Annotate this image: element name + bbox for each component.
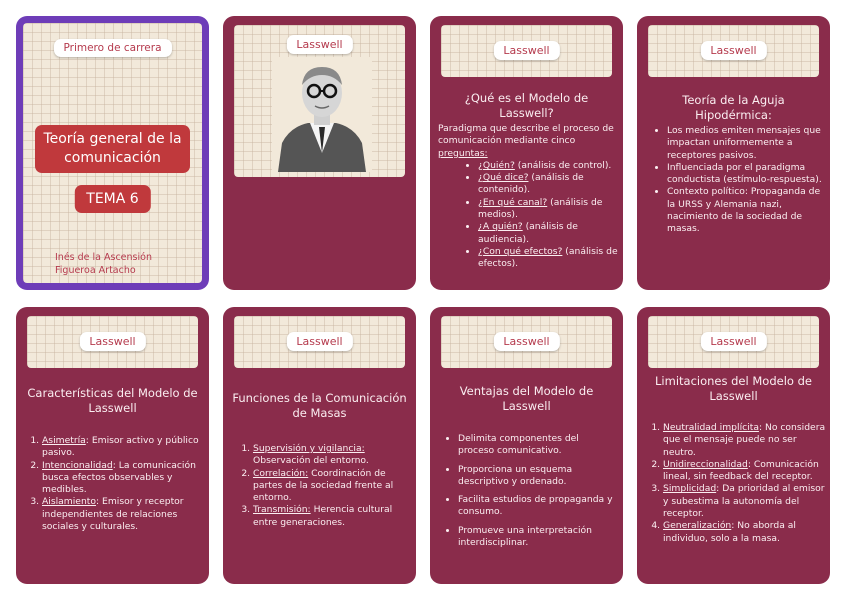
limitaciones-list xyxy=(649,422,826,545)
item-key: Correlación: xyxy=(253,467,309,479)
cover-card[interactable] xyxy=(16,16,209,290)
list-item: • Los medios emiten mensajes que impactan uniformemente a receptores pasivos. xyxy=(667,125,824,162)
item-desc: Observación del entorno. xyxy=(253,455,369,467)
funciones-body xyxy=(239,443,410,529)
limitaciones-body xyxy=(649,422,826,545)
item-key: Transmisión: xyxy=(253,504,311,516)
limitaciones-tag: Lasswell xyxy=(700,332,766,351)
limitaciones-panel xyxy=(648,316,819,368)
que-es-body xyxy=(438,123,619,271)
funciones-list xyxy=(239,443,410,529)
list-item xyxy=(478,221,619,246)
item-desc: : Emisor activo y público pasivo. xyxy=(42,435,199,459)
caracteristicas-tag: Lasswell xyxy=(79,332,145,351)
caracteristicas-body xyxy=(28,435,203,533)
item-key: Supervisión y vigilancia: xyxy=(253,443,365,454)
list-item xyxy=(478,246,619,271)
aguja-list xyxy=(653,125,824,236)
list-item xyxy=(42,435,203,460)
question: ¿En qué canal? xyxy=(478,196,548,208)
caracteristicas-panel xyxy=(27,316,198,368)
item-key: Generalización xyxy=(663,520,732,532)
question: ¿Quién? xyxy=(478,159,515,171)
list-item: • Proporciona un esquema descriptivo y ordenado. xyxy=(458,464,617,489)
aguja-title: Teoría de la Aguja Hipodérmica: xyxy=(682,93,785,122)
ventajas-body xyxy=(444,433,617,555)
photo-panel xyxy=(234,25,405,177)
list-item xyxy=(663,520,826,545)
cover-author xyxy=(55,251,152,277)
aguja-body xyxy=(653,125,824,236)
cover-tema: TEMA 6 xyxy=(74,185,150,213)
que-es-title: ¿Qué es el Modelo de Lasswell? xyxy=(464,91,589,120)
item-key: Unidireccionalidad xyxy=(663,458,748,470)
aguja-tag: Lasswell xyxy=(700,41,766,60)
ventajas-title: Ventajas del Modelo de Lasswell xyxy=(459,384,594,413)
funciones-card[interactable] xyxy=(223,307,416,584)
list-item xyxy=(253,443,410,468)
caracteristicas-title: Características del Modelo de Lasswell xyxy=(27,386,198,415)
list-item: • Delimita componentes del proceso comunicativo. xyxy=(458,433,617,458)
author-line-1: Inés de la Ascensión xyxy=(55,252,152,263)
item-key: Asimetría xyxy=(42,435,86,446)
ventajas-card[interactable] xyxy=(430,307,623,584)
cover-panel xyxy=(23,23,202,283)
que-es-list xyxy=(464,160,619,271)
photo-tag: Lasswell xyxy=(286,35,352,54)
photo-card[interactable] xyxy=(223,16,416,290)
list-item xyxy=(253,504,410,529)
item-key: Aislamiento xyxy=(42,496,97,508)
question-desc: (análisis de efectos). xyxy=(478,245,618,270)
que-es-intro-link: preguntas: xyxy=(438,147,488,159)
que-es-intro xyxy=(438,123,619,160)
que-es-tag: Lasswell xyxy=(493,41,559,60)
list-item xyxy=(478,160,619,172)
list-item xyxy=(253,468,410,505)
que-es-panel xyxy=(441,25,612,77)
que-es-intro-text: Paradigma que describe el proceso de comunicación mediante cinco xyxy=(438,123,614,147)
ventajas-tag: Lasswell xyxy=(493,332,559,351)
list-item: • Facilita estudios de propaganda y consumo. xyxy=(458,494,617,519)
caracteristicas-card[interactable] xyxy=(16,307,209,584)
list-item xyxy=(42,460,203,497)
list-item xyxy=(478,172,619,197)
funciones-tag: Lasswell xyxy=(286,332,352,351)
question-desc: (análisis de control). xyxy=(514,159,612,171)
que-es-card[interactable] xyxy=(430,16,623,290)
question-desc: (análisis de medios). xyxy=(478,196,603,221)
caracteristicas-list xyxy=(28,435,203,533)
list-item xyxy=(663,422,826,459)
funciones-panel xyxy=(234,316,405,368)
item-desc: Coordinación de partes de la sociedad frente al entorno. xyxy=(253,467,394,504)
item-desc: : No aborda al individuo, solo a la masa. xyxy=(663,520,796,544)
item-desc: : No considera que el mensaje puede no ser neutro. xyxy=(663,422,826,458)
ventajas-panel xyxy=(441,316,612,368)
question-desc: (análisis de contenido). xyxy=(478,172,584,196)
list-item: • Contexto político: Propaganda de la URSS y Alemania nazi, nacimiento de la sociedad de masas. xyxy=(667,186,824,235)
question: ¿A quién? xyxy=(478,221,523,233)
question: ¿Con qué efectos? xyxy=(478,245,563,257)
ventajas-list xyxy=(444,433,617,549)
item-desc: : Emisor y receptor independientes de relaciones sociales y culturales. xyxy=(42,496,184,533)
aguja-panel xyxy=(648,25,819,77)
question: ¿Qué dice? xyxy=(478,172,529,184)
item-desc: : Da prioridad al emisor y subestima la autonomía del receptor. xyxy=(663,483,825,520)
limitaciones-title: Limitaciones del Modelo de Lasswell xyxy=(655,374,812,403)
item-desc: Herencia cultural entre generaciones. xyxy=(253,504,393,528)
list-item xyxy=(42,496,203,533)
list-item: • Influenciada por el paradigma conductista (estímulo-respuesta). xyxy=(667,162,824,187)
list-item xyxy=(478,197,619,222)
list-item xyxy=(663,459,826,484)
list-item: • Promueve una interpretación interdisciplinar. xyxy=(458,525,617,550)
item-desc: : Comunicación lineal, sin feedback del receptor. xyxy=(663,458,819,483)
question-desc: (análisis de audiencia). xyxy=(478,221,578,245)
item-key: Neutralidad implícita xyxy=(663,422,759,433)
item-desc: : La comunicación busca efectos observables y medibles. xyxy=(42,459,196,496)
cover-tag: Primero de carrera xyxy=(53,39,171,57)
item-key: Intencionalidad xyxy=(42,459,113,471)
limitaciones-card[interactable] xyxy=(637,307,830,584)
aguja-card[interactable] xyxy=(637,16,830,290)
lasswell-portrait-image xyxy=(272,57,372,172)
funciones-title: Funciones de la Comunicación de Masas xyxy=(232,391,407,420)
cover-title: Teoría general de la comunicación xyxy=(35,125,190,173)
item-key: Simplicidad xyxy=(663,483,717,495)
author-line-2: Figueroa Artacho xyxy=(55,265,136,276)
list-item xyxy=(663,483,826,520)
